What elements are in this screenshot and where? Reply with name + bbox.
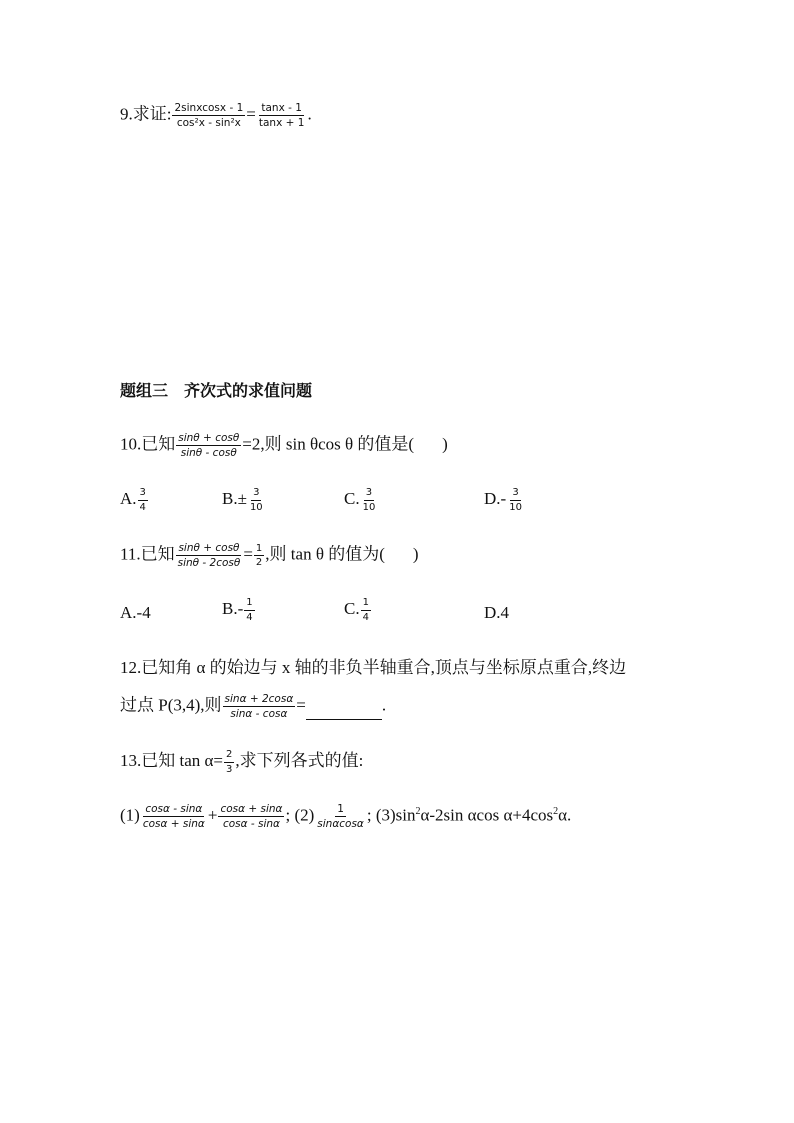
q10-option-b-fraction bbox=[248, 487, 265, 513]
q13-part3-end: α. bbox=[558, 805, 572, 825]
q13-part1-f1-den: cosα + sinα bbox=[142, 818, 205, 831]
q11-option-b-den: 4 bbox=[246, 611, 253, 623]
q10-option-d bbox=[484, 487, 525, 513]
q10-option-a-fraction bbox=[138, 487, 148, 513]
q9-rhs-fraction bbox=[257, 102, 307, 129]
q10-option-c-fraction bbox=[361, 487, 378, 513]
q9-rhs-numerator: tanx - 1 bbox=[259, 102, 304, 116]
q13-part2-fraction bbox=[315, 803, 366, 830]
question-12-line-2 bbox=[120, 693, 386, 720]
q11-option-c-num: 1 bbox=[361, 597, 371, 611]
q12-line2-text: 过点 P(3,4),则 bbox=[120, 695, 222, 715]
q13-part3-sup-1: 2 bbox=[415, 805, 421, 817]
q13-denominator: 3 bbox=[226, 763, 233, 775]
q13-part1-fraction-2 bbox=[218, 803, 284, 830]
q13-part1-fraction-1 bbox=[141, 803, 207, 830]
q11-question-text: ,则 tan θ 的值为( bbox=[265, 544, 385, 564]
q10-label: 10.已知 bbox=[120, 434, 176, 454]
question-10 bbox=[120, 432, 448, 459]
q13-numerator: 2 bbox=[224, 749, 234, 763]
question-12-line-1: 12.已知角 α 的始边与 x 轴的非负半轴重合,顶点与坐标原点重合,终边 bbox=[120, 658, 627, 677]
q13-part1-f2-den: cosα - sinα bbox=[222, 818, 280, 831]
q11-option-c bbox=[344, 597, 372, 623]
q10-option-c bbox=[344, 487, 378, 513]
q11-option-d: D.4 bbox=[484, 603, 510, 622]
q11-fraction bbox=[176, 542, 243, 569]
q10-option-c-den: 10 bbox=[362, 501, 376, 513]
q13-fraction bbox=[224, 749, 234, 775]
q13-part2-label: ; (2) bbox=[285, 805, 315, 825]
q10-option-c-letter: C. bbox=[344, 488, 360, 508]
question-9 bbox=[120, 102, 312, 129]
q13-part2-num: 1 bbox=[335, 803, 346, 817]
q11-option-b-letter: B.- bbox=[222, 598, 244, 618]
section-heading: 题组三 齐次式的求值问题 bbox=[120, 381, 313, 400]
q11-label: 11.已知 bbox=[120, 544, 175, 564]
q10-option-b bbox=[222, 487, 266, 513]
q11-option-c-letter: C. bbox=[344, 598, 360, 618]
q13-label: 13.已知 tan α= bbox=[120, 750, 224, 770]
q12-denominator: sinα - cosα bbox=[230, 708, 288, 721]
q13-part3-sup-2: 2 bbox=[553, 805, 559, 817]
q13-part1-label: (1) bbox=[120, 805, 140, 825]
q10-close-paren: ) bbox=[442, 434, 448, 454]
q12-equals: = bbox=[296, 695, 306, 715]
q9-lhs-fraction bbox=[172, 102, 245, 129]
q10-option-a-letter: A. bbox=[120, 488, 137, 508]
q10-denominator: sinθ - cosθ bbox=[180, 447, 237, 460]
q11-equals: = bbox=[243, 544, 253, 564]
q10-option-b-sign: ± bbox=[237, 488, 247, 508]
q11-half-num: 1 bbox=[254, 543, 264, 557]
q11-option-b-fraction bbox=[244, 597, 254, 623]
q13-part3-mid: α-2sin αcos α+4cos bbox=[420, 805, 554, 825]
question-13-parts bbox=[120, 803, 571, 830]
q11-half-den: 2 bbox=[255, 557, 263, 569]
q12-fraction bbox=[223, 693, 296, 720]
q11-half-fraction bbox=[254, 543, 264, 569]
q9-period: . bbox=[307, 104, 312, 124]
q10-option-a-den: 4 bbox=[139, 501, 146, 513]
q12-numerator: sinα + 2cosα bbox=[223, 693, 296, 707]
q10-option-a bbox=[120, 487, 149, 513]
q10-option-d-num: 3 bbox=[510, 487, 520, 501]
q9-equals: = bbox=[246, 104, 256, 124]
q11-option-c-den: 4 bbox=[362, 611, 369, 623]
q10-option-b-letter: B. bbox=[222, 488, 238, 508]
question-13 bbox=[120, 749, 363, 775]
q10-option-c-num: 3 bbox=[364, 487, 374, 501]
q10-option-b-num: 3 bbox=[251, 487, 261, 501]
q10-option-d-letter: D. bbox=[484, 488, 501, 508]
q10-question-text: =2,则 sin θcos θ 的值是( bbox=[242, 434, 415, 454]
q11-option-c-fraction bbox=[361, 597, 371, 623]
q13-part1-f2-num: cosα + sinα bbox=[218, 803, 284, 817]
q11-option-a: A.-4 bbox=[120, 603, 151, 622]
q9-rhs-denominator: tanx + 1 bbox=[258, 117, 305, 130]
q11-option-b bbox=[222, 597, 256, 623]
q13-part1-f1-num: cosα - sinα bbox=[143, 803, 204, 817]
q12-answer-blank[interactable] bbox=[306, 705, 382, 720]
q11-close-paren: ) bbox=[412, 544, 419, 564]
q10-option-b-den: 10 bbox=[249, 501, 263, 513]
q9-lhs-denominator: cos²x - sin²x bbox=[176, 117, 241, 130]
q10-fraction bbox=[176, 432, 241, 459]
q11-denominator: sinθ - 2cosθ bbox=[177, 557, 241, 570]
q10-numerator: sinθ + cosθ bbox=[176, 432, 241, 446]
question-11 bbox=[120, 542, 419, 569]
q10-option-d-fraction bbox=[507, 487, 524, 513]
q11-numerator: sinθ + cosθ bbox=[176, 542, 241, 556]
q13-question-text: ,求下列各式的值: bbox=[235, 750, 364, 770]
q10-option-d-sign: - bbox=[500, 488, 507, 508]
q11-option-b-num: 1 bbox=[244, 597, 254, 611]
q9-label: 9.求证: bbox=[120, 104, 172, 124]
q10-option-d-den: 10 bbox=[509, 501, 522, 513]
q10-option-a-num: 3 bbox=[138, 487, 148, 501]
q9-lhs-numerator: 2sinxcosx - 1 bbox=[172, 102, 245, 116]
q12-period: . bbox=[381, 695, 387, 715]
q13-plus: + bbox=[207, 805, 218, 825]
q13-part2-den: sinαcosα bbox=[317, 818, 364, 831]
q13-part3-label: ; (3)sin bbox=[366, 805, 416, 825]
